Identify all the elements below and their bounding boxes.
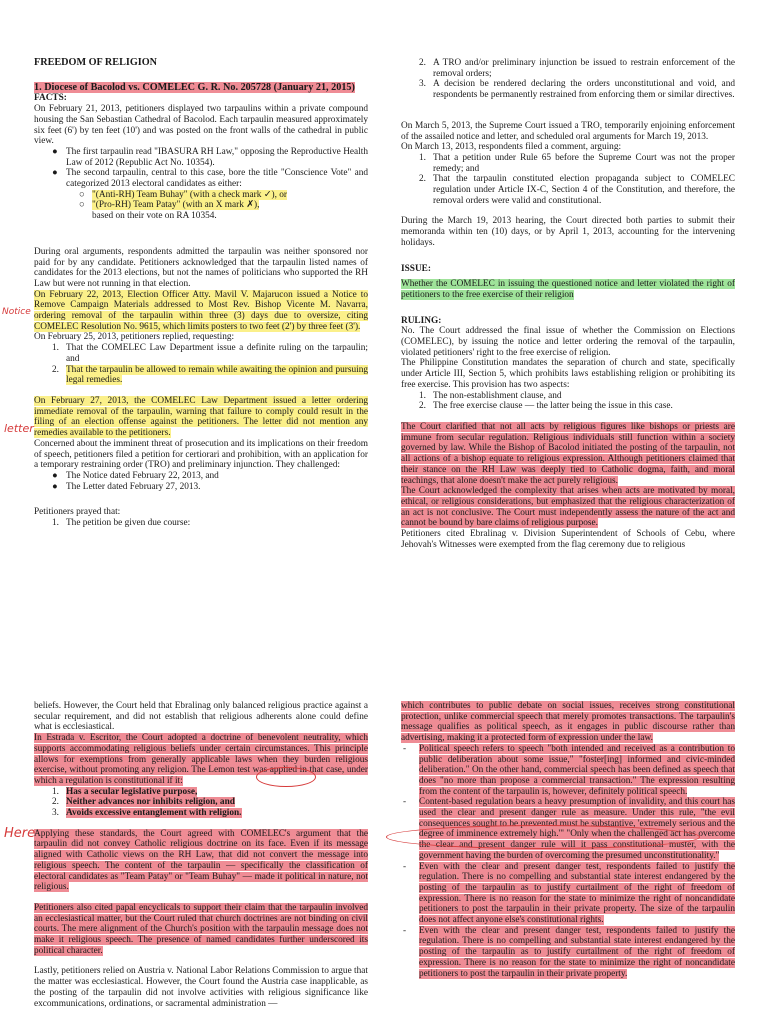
list-item: 1. The non-establishment clause, and bbox=[419, 390, 562, 401]
facts-paragraph: On February 21, 2013, petitioners displayed two tarpaulins within a private compound housing the San Sebastian Cathedral of Bacolod. Each tarpaulin measured approximately six feet (6') by ten feet (10') and was posted on the front walls of the cathedral in public view. bbox=[34, 104, 368, 147]
list-item: based on their vote on RA 10354. bbox=[92, 211, 217, 222]
facts-paragraph: On February 22, 2013, Election Officer Atty. Mavil V. Majarucon issued a Notice to Remove Campaign Materials addressed to Most Rev. Bishop Vicente M. Navarra, ordering removal of the tarpaulin within three (3) days due to oversize, citing COMELEC Resolution No. 9615, which limits posters to two feet (2') by three feet (3'). bbox=[34, 289, 368, 332]
list-item: 1. That the COMELEC Law Department issue a definite ruling on the tarpaulin; and bbox=[52, 343, 368, 364]
list-item: - Even with the clear and present danger test, respondents failed to justify the regulation. There is no compelling and substantial state interest endangered by the posting of the tarpaulin as to justify curtailment of the right of freedom of expression. There is no reason for the state to minimize the right of noncandidate petitioners to post the tarpaulin in their private property. bbox=[403, 925, 735, 979]
facts-paragraph: Concerned about the imminent threat of prosecution and its implications on their freedom of speech, petitioners filed a petition for certiorari and prohibition, with an application for a temporary restraining order (TRO) and preliminary injunction. They challenged: bbox=[34, 438, 368, 471]
page1-right-column bbox=[401, 58, 735, 550]
margin-note: letter bbox=[4, 422, 34, 435]
list-item: ● The second tarpaulin, central to this case, bore the title "Conscience Vote" and categorized 2013 electoral candidates as either: bbox=[52, 168, 368, 190]
facts-paragraph: Petitioners prayed that: bbox=[34, 507, 121, 518]
prayer-list bbox=[34, 518, 368, 529]
page1-left-column bbox=[34, 58, 368, 529]
pen-circle bbox=[256, 767, 316, 787]
case-title: 1. Diocese of Bacolod vs. COMELEC G. R. No. 205728 (January 21, 2015) bbox=[34, 81, 355, 93]
argument-list bbox=[401, 153, 735, 207]
ruling-paragraph: Applying these standards, the Court agreed with COMELEC's argument that the tarpaulin did not convey Catholic religious doctrine on its face. Even if its message aligned with Catholic views on the RH Law, that did not convert the message into religious speech. The content of the tarpaulin — specifically the classification of electoral candidates as "Team Patay" or "Team Buhay" — made it political in nature, not religious. bbox=[34, 828, 368, 893]
facts-paragraph: On March 5, 2013, the Supreme Court issued a TRO, temporarily enjoining enforcement of the assailed notice and letter, and scheduled oral arguments for March 19, 2013. bbox=[401, 120, 735, 142]
list-item: 2. That the tarpaulin constituted election propaganda subject to COMELEC regulation under Article IX-C, Section 4 of the Constitution, and therefore, the removal orders were valid and constitutional. bbox=[419, 174, 735, 206]
issue-text: Whether the COMELEC in issuing the questioned notice and letter violated the right of petitioners to the free exercise of their religion bbox=[401, 279, 735, 300]
facts-heading: FACTS: bbox=[34, 93, 67, 104]
ruling-paragraph: The Philippine Constitution mandates the separation of church and state, specifically under Article III, Section 5, which prohibits laws establishing religion or prohibiting its free exercise. This provision has two aspects: bbox=[401, 358, 735, 390]
speech-list bbox=[401, 744, 735, 979]
list-item: 2. A TRO and/or preliminary injunction be issued to restrain enforcement of the removal orders; bbox=[419, 58, 735, 79]
pen-circle bbox=[386, 825, 700, 849]
ruling-paragraph: Petitioners also cited papal encyclicals to support their claim that the tarpaulin involved an ecclesiastical matter, but the Court ruled that church doctrines are not binding on civil courts. The mere alignment of the Church's position with the tarpaulin message does not make it religious speech. The presence of named candidates further underscored its political character. bbox=[34, 902, 368, 956]
ruling-heading: RULING: bbox=[401, 315, 442, 326]
page2-left-column bbox=[34, 701, 368, 1009]
list-item: ○ "(Pro-RH) Team Patay" (with an X mark ✗), bbox=[79, 200, 260, 211]
aspect-list bbox=[401, 391, 735, 412]
list-item: 1. That a petition under Rule 65 before the Supreme Court was not the proper remedy; and bbox=[419, 152, 735, 174]
list-item: ● The Letter dated February 27, 2013. bbox=[52, 481, 201, 492]
issue-heading: ISSUE: bbox=[401, 263, 431, 274]
list-item: 1. The petition be given due course: bbox=[52, 518, 191, 529]
facts-paragraph: On February 25, 2013, petitioners replied, requesting: bbox=[34, 332, 235, 343]
margin-note: Here bbox=[4, 826, 36, 841]
list-item: ○ "(Anti-RH) Team Buhay" (with a check mark ✓), or bbox=[79, 189, 288, 200]
request-list bbox=[34, 343, 368, 386]
list-item: - Content-based regulation bears a heavy presumption of invalidity, and this court has used the clear and present danger rule as measure. Under this rule, "the evil consequences sought to be prevented must be substantive, 'extremely serious and the degree of imminence extremely high.'" "Only when the challenged act has overcome the clear and present danger rule will it pass constitutional muster, with the government having the burden of overcoming the presumed unconstitutionality." bbox=[403, 797, 735, 861]
list-item: 3. A decision be rendered declaring the orders unconstitutional and void, and respondents be permanently restrained from enforcing them or similar directives. bbox=[419, 79, 735, 101]
margin-note: Notice bbox=[2, 307, 31, 317]
facts-paragraph: On February 27, 2013, the COMELEC Law Department issued a letter ordering immediate removal of the tarpaulin, warning that failure to comply could result in the filing of an election offense against the petitioners. The letter did not mention any remedies available to the petitioners. bbox=[34, 395, 368, 439]
list-item: ● The Notice dated February 22, 2013, and bbox=[52, 470, 219, 481]
list-item: 1. Has a secular legislative purpose, bbox=[52, 786, 198, 797]
ruling-paragraph: No. The Court addressed the final issue of whether the Commission on Elections (COMELEC), by issuing the notice and letter ordering the removal of the tarpaulin, violated petitioners' right to the free exercise of religion. bbox=[401, 326, 735, 358]
ruling-paragraph: Lastly, petitioners relied on Austria v. National Labor Relations Commission to argue that the matter was ecclesiastical. However, the Court found the Austria case inapplicable, as the posting of the tarpaulin did not involve activities with religious significance like excommunications, ordinations, or sacramental administration — bbox=[34, 966, 368, 1009]
list-item: - Political speech refers to speech "both intended and received as a contribution to public deliberation about some issue," "foster[ing] informed and civic-minded deliberation." On the other hand, commercial speech has been defined as speech that does "no more than propose a commercial transaction." The expression resulting from the content of the tarpaulin is, however, definitely political speech. bbox=[403, 743, 735, 797]
document-title: FREEDOM OF RELIGION bbox=[34, 57, 158, 68]
list-item: 3. Avoids excessive entanglement with religion. bbox=[52, 808, 242, 819]
facts-paragraph: During oral arguments, respondents admitted the tarpaulin was neither sponsored nor paid for by any candidate. Petitioners acknowledged that the tarpaulin listed names of candidates for the 2013 elections, but not the names of politicians who supported the RH Law but were not running in that election. bbox=[34, 246, 368, 289]
list-item: - Even with the clear and present danger test, respondents failed to justify the regulation. There is no compelling and substantial state interest endangered by the posting of the tarpaulin as to justify curtailment of the right of freedom of expression. There is no reason for the state to minimize the right of noncandidate petitioners to post the tarpaulin in their private property. The size of the tarpaulin does not affect anyone else's constitutional rights. bbox=[403, 861, 735, 926]
lemon-test-list bbox=[34, 787, 368, 819]
list-item: 2. The free exercise clause — the latter being the issue in this case. bbox=[419, 401, 673, 412]
list-item: 2. Neither advances nor inhibits religion, and bbox=[52, 797, 235, 808]
ruling-paragraph: which contributes to public debate on social issues, receives strong constitutional protection, unlike commercial speech that merely promotes transactions. The tarpaulin's message qualifies as political speech, as it engages in public discourse rather than advertising, making it a protected form of expression under the law. bbox=[401, 701, 735, 744]
ruling-paragraph: The Court clarified that not all acts by religious figures like bishops or priests are immune from secular regulation. Religious individuals still function within a society governed by law. While the Bishop of Bacolod initiated the posting of the tarpaulin, not all actions of a bishop equate to religious expression. Although petitioners claimed that their stance on the RH Law was deeply tied to Catholic dogma, faith, and moral teachings, that alone doesn't make the act purely religious. bbox=[401, 421, 735, 486]
facts-paragraph: On March 13, 2013, respondents filed a comment, arguing: bbox=[401, 142, 622, 153]
prayer-list-continued bbox=[401, 58, 735, 101]
ruling-paragraph: beliefs. However, the Court held that Ebralinag only balanced religious practice against a secular requirement, and did not establish that religious adherents alone could define what is ecclesiastical. bbox=[34, 701, 368, 733]
facts-paragraph: During the March 19, 2013 hearing, the Court directed both parties to submit their memoranda within ten (10) days, or by April 1, 2013, accounting for the intervening holidays. bbox=[401, 216, 735, 248]
tarpaulin-list bbox=[34, 147, 368, 222]
list-item: ● The first tarpaulin read "IBASURA RH Law," opposing the Reproductive Health Law of 2012 (Republic Act No. 10354). bbox=[52, 146, 368, 168]
list-item: 2. That the tarpaulin be allowed to remain while awaiting the opinion and pursuing legal remedies. bbox=[52, 364, 368, 386]
challenge-list bbox=[34, 471, 368, 492]
ruling-paragraph: In Estrada v. Escritor, the Court adopted a doctrine of benevolent neutrality, which supports accommodating religious beliefs under certain circumstances. This principle allows for exemptions from generally applicable laws when they burden religious exercise, without promoting any religion. The Lemon test was applied in that case, under which a regulation is constitutional if it: bbox=[34, 733, 368, 786]
ruling-paragraph: The Court acknowledged the complexity that arises when acts are motivated by moral, ethical, or religious considerations, but emphasized that the religious characterization of an act is not conclusive. The Court must independently assess the nature of the act and cannot be bound by bare claims of religious purpose. bbox=[401, 486, 735, 529]
ruling-paragraph: Petitioners cited Ebralinag v. Division Superintendent of Schools of Cebu, where Jehovah's Witnesses were exempted from the flag ceremony due to religious bbox=[401, 529, 735, 550]
